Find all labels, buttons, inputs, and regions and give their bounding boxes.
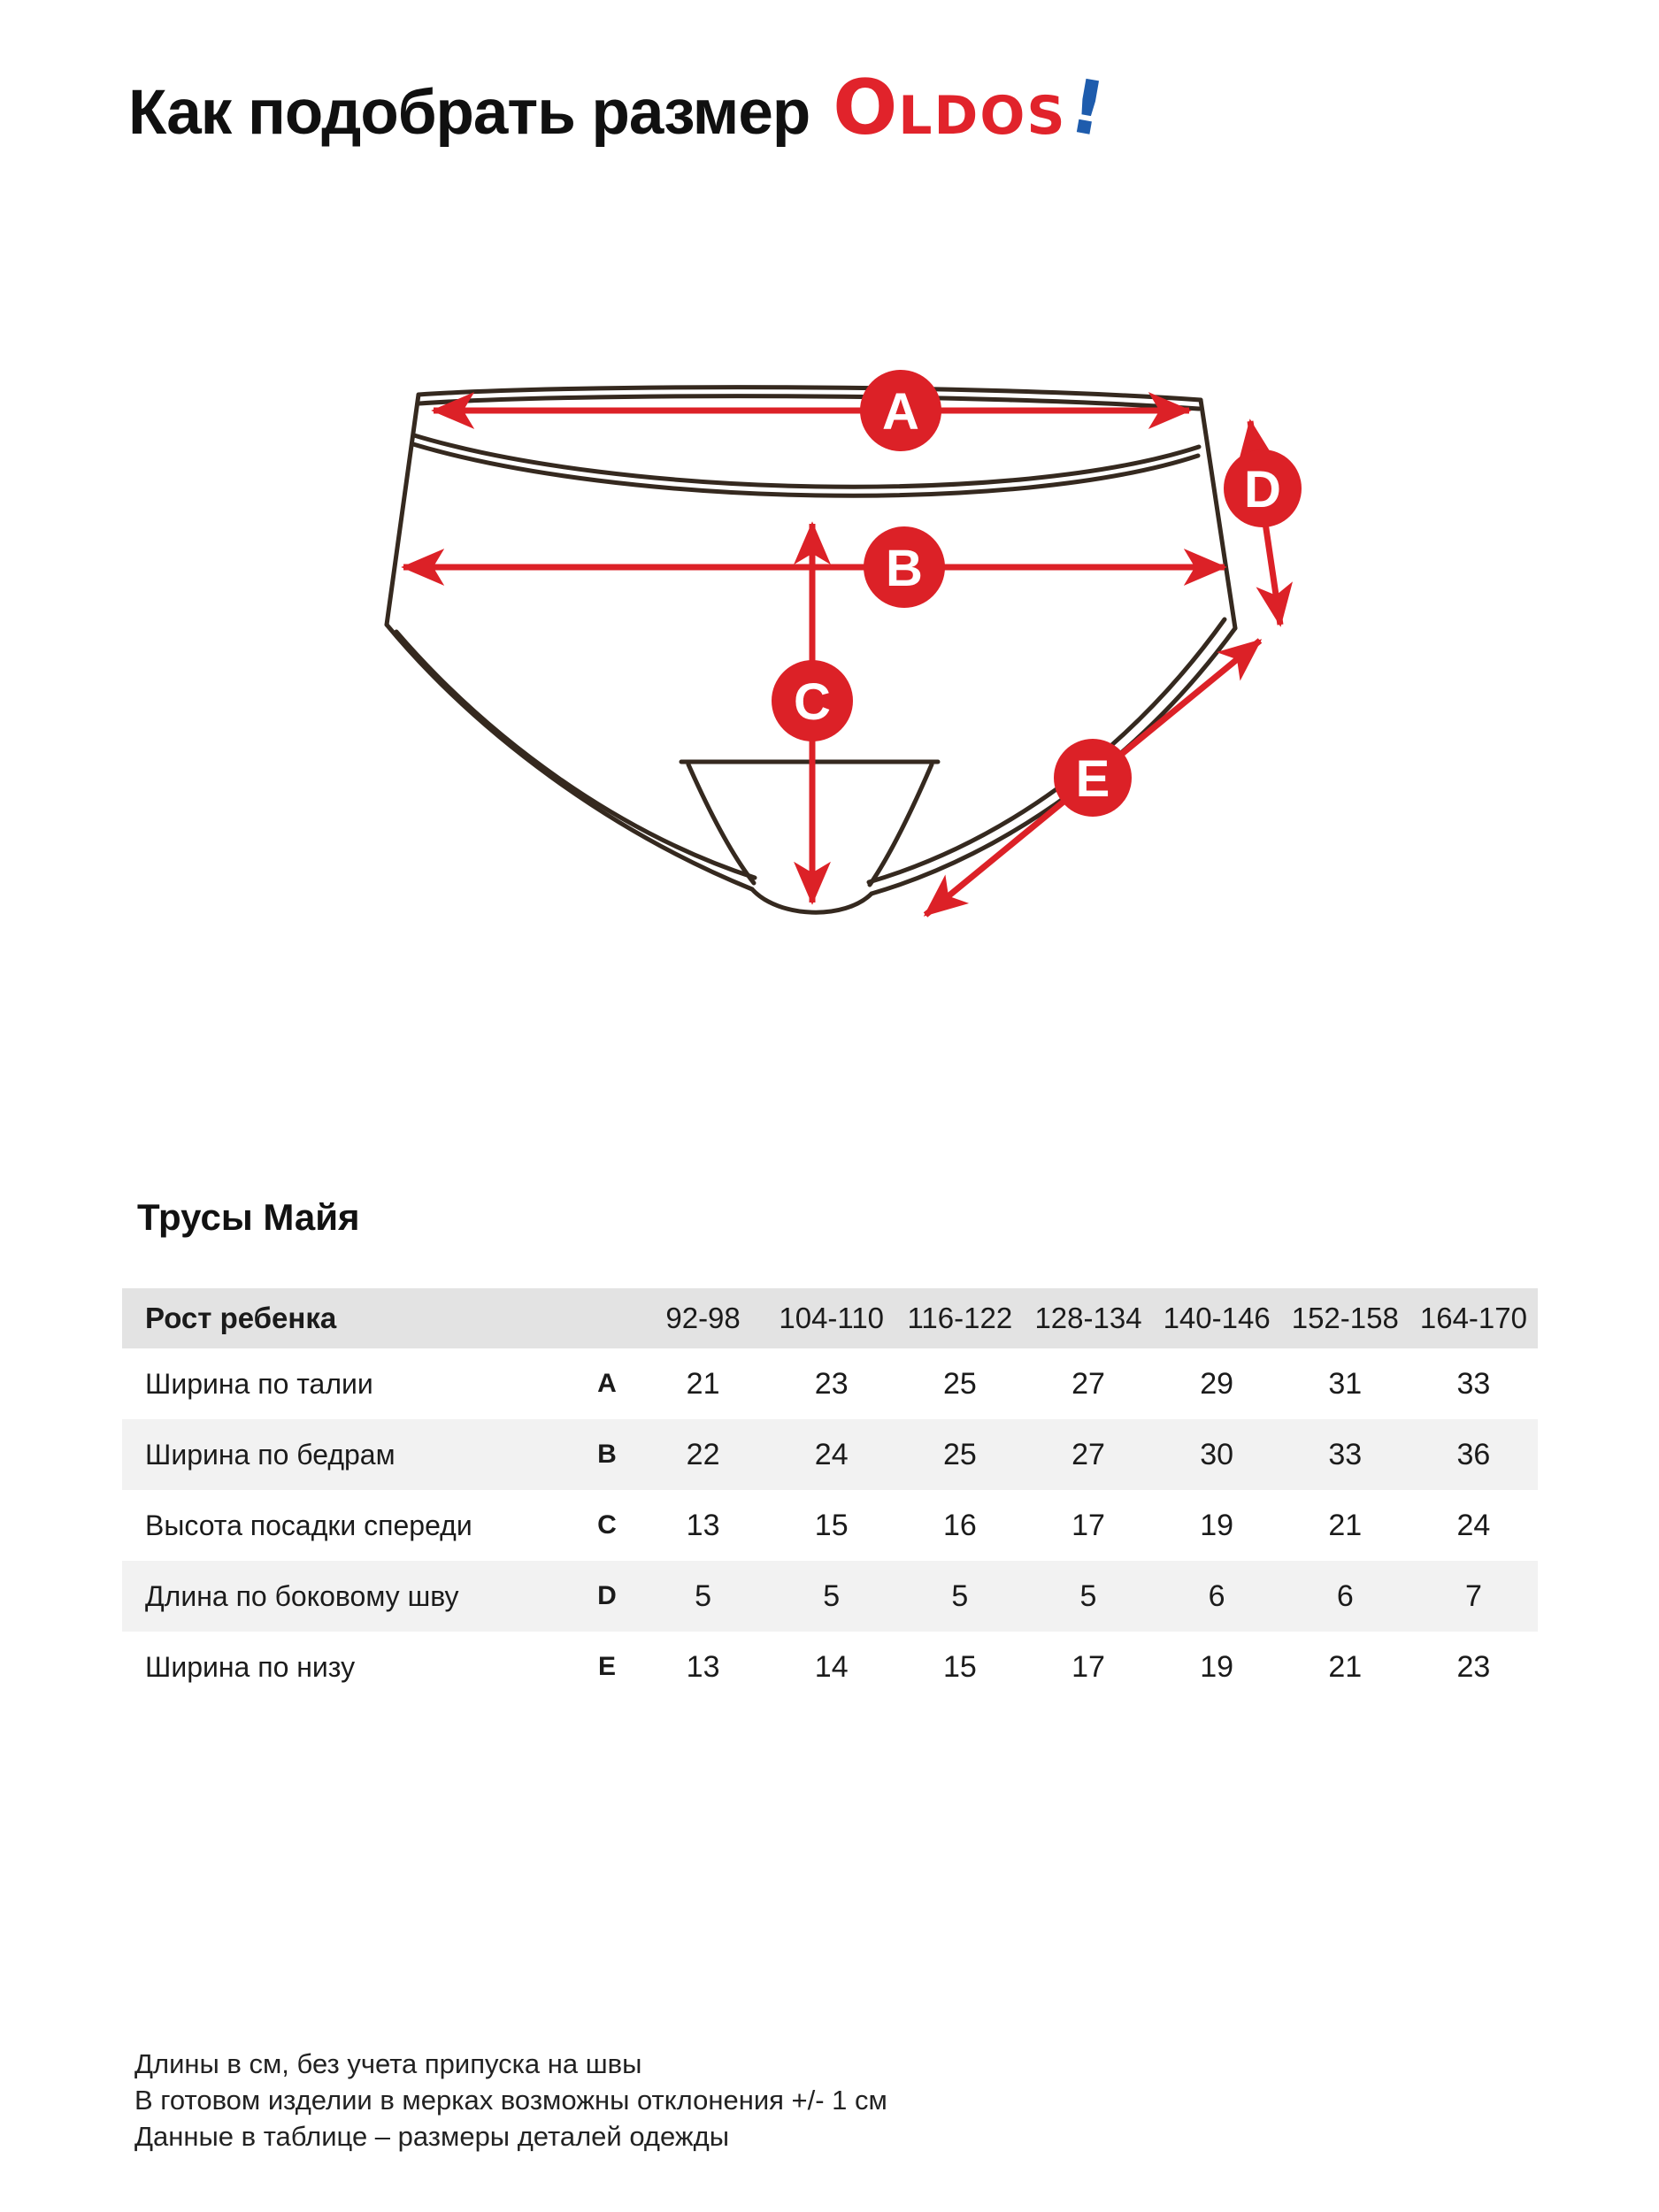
cell-value: 21 [1328,1649,1363,1684]
cell-value: 7 [1464,1578,1482,1613]
table-row-bottom-width [122,1632,1538,1702]
row-letter: B [597,1440,617,1469]
cell-value: 13 [686,1508,720,1542]
marker-b-letter: B [886,540,923,597]
cell-value: 6 [1208,1578,1225,1613]
cell-value: 15 [942,1649,977,1684]
cell-value: 33 [1328,1437,1363,1471]
measure-arrow-e [926,641,1260,915]
row-label: Ширина по бедрам [145,1438,396,1471]
row-label: Высота посадки спереди [145,1509,472,1541]
table-row-front-rise [122,1490,1538,1561]
cell-value: 19 [1200,1649,1234,1684]
cell-value: 22 [686,1437,720,1471]
cell-value: 27 [1071,1437,1105,1471]
cell-value: 31 [1328,1366,1363,1401]
row-letter: A [597,1369,617,1398]
cell-value: 36 [1456,1437,1491,1471]
cell-value: 6 [1336,1578,1354,1613]
header-growth-label: Рост ребенка [122,1288,639,1348]
marker-e-letter: E [1075,750,1110,808]
cell-value: 13 [686,1649,720,1684]
table-row-waist [122,1348,1538,1419]
row-letter: D [597,1581,617,1610]
page-title: Как подобрать размер [128,78,810,148]
logo-letters-ldos: LDOS [898,85,1067,147]
cell-value: 14 [814,1649,849,1684]
page-header [128,62,1113,154]
product-title: Трусы Майя [137,1196,360,1238]
size-table [122,1288,1538,1702]
cell-value: 16 [942,1508,977,1542]
size-column-header: 152-158 [1281,1288,1409,1348]
logo-letter-o: O [833,64,899,152]
marker-d-letter: D [1244,461,1281,518]
cell-value: 33 [1456,1366,1491,1401]
cell-value: 23 [1456,1649,1491,1684]
size-column-header: 116-122 [895,1288,1024,1348]
size-column-header: 140-146 [1153,1288,1281,1348]
table-row-hips [122,1419,1538,1490]
marker-c-letter: C [794,673,831,731]
footnotes [134,2046,887,2154]
cell-value: 5 [695,1578,712,1613]
cell-value: 5 [951,1578,969,1613]
cell-value: 24 [1456,1508,1491,1542]
measure-arrow-c [772,524,853,902]
cell-value: 15 [814,1508,849,1542]
cell-value: 27 [1071,1366,1105,1401]
marker-a-letter: A [882,383,919,441]
logo-exclamation: ! [1063,62,1113,154]
footnote-line: Данные в таблице – размеры деталей одежды [134,2121,729,2152]
row-letter: C [597,1510,617,1540]
cell-value: 23 [814,1366,849,1401]
row-label: Длина по боковому шву [145,1579,459,1612]
table-row-side-seam [122,1561,1538,1632]
cell-value: 25 [942,1437,977,1471]
cell-value: 17 [1071,1649,1105,1684]
size-column-header: 104-110 [767,1288,895,1348]
size-column-header: 164-170 [1409,1288,1538,1348]
cell-value: 25 [942,1366,977,1401]
cell-value: 24 [814,1437,849,1471]
footnote-line: В готовом изделии в мерках возможны отклонения +/- 1 см [134,2085,887,2116]
cell-value: 30 [1200,1437,1234,1471]
measure-arrow-a [434,370,1189,451]
size-column-header: 92-98 [639,1288,767,1348]
cell-value: 17 [1071,1508,1105,1542]
cell-value: 5 [1079,1578,1097,1613]
row-label: Ширина по талии [145,1367,373,1400]
table-header-row [122,1288,1538,1348]
measure-arrow-d [1224,421,1302,625]
footnote-line: Длины в см, без учета припуска на швы [134,2048,642,2079]
cell-value: 29 [1200,1366,1234,1401]
oldos-logo [833,62,1113,154]
row-letter: E [597,1652,616,1681]
row-label: Ширина по низу [145,1650,356,1683]
cell-value: 21 [686,1366,720,1401]
measurement-diagram [336,349,1327,978]
cell-value: 21 [1328,1508,1363,1542]
size-column-header: 128-134 [1024,1288,1152,1348]
cell-value: 5 [823,1578,841,1613]
cell-value: 19 [1200,1508,1234,1542]
